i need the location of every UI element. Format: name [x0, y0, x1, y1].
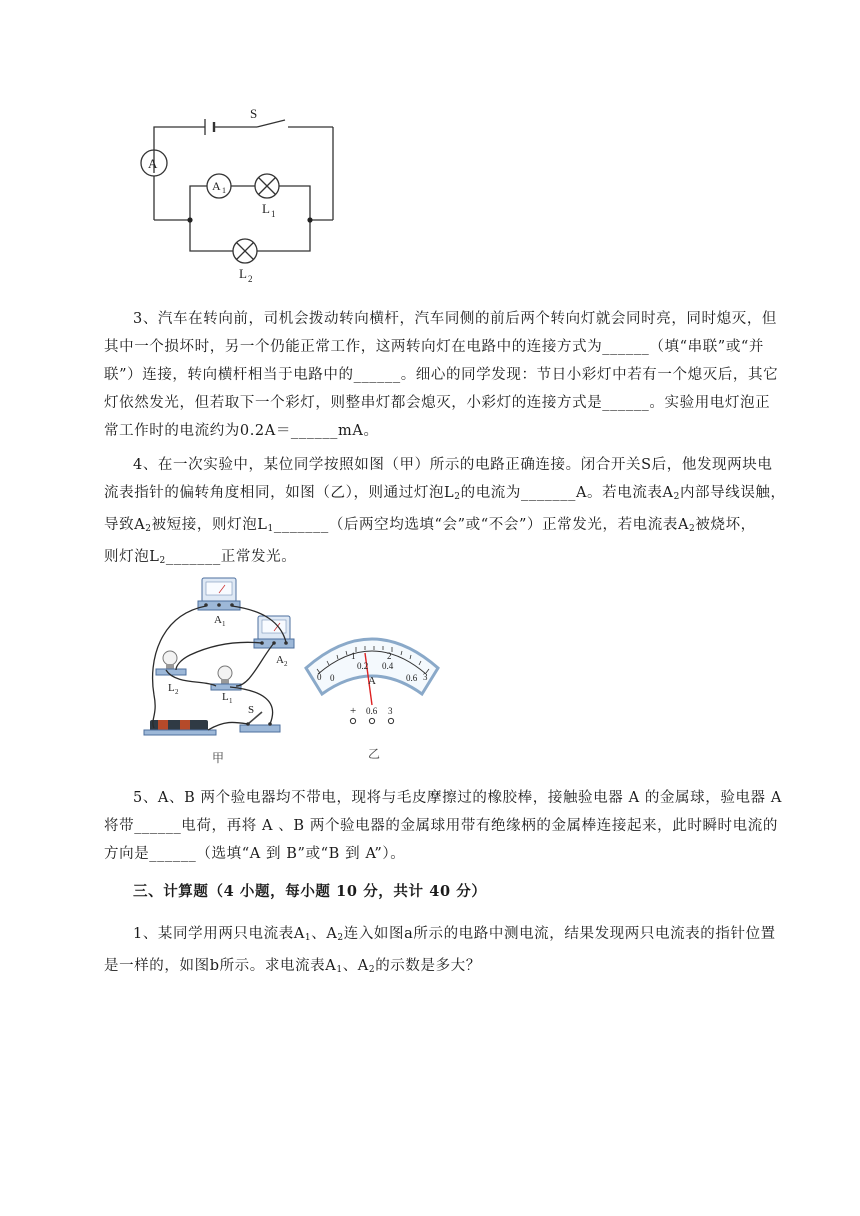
ammeter-a1	[198, 578, 240, 610]
question-5	[104, 784, 802, 868]
q3-line-5: 常工作时的电流约为0.2A＝______mA。	[104, 423, 379, 439]
q3-line-1: 3、汽车在转向前，司机会拨动转向横杆，汽车同侧的前后两个转向灯就会同时亮，同时熄灭，但	[133, 311, 778, 327]
calc-question-1	[104, 920, 802, 984]
lamp2-sub: 2	[248, 274, 253, 284]
question-3	[104, 305, 802, 445]
switch	[240, 712, 280, 732]
meter-tick-bottom-0: 0	[330, 673, 335, 683]
meter-tick-top-2: 2	[387, 651, 392, 661]
caption-jia: 甲	[212, 751, 225, 765]
ammeter-main-label: A	[148, 156, 158, 171]
l2-sub: 2	[175, 688, 179, 696]
terminal-plus: +	[350, 705, 357, 717]
ammeter-branch-label: A	[212, 179, 221, 193]
q4-line-3: 导致$A_2$被短接，则灯泡$L_1\_\_\_\_\_\_\_$（后两空均选填“会”或“不会”）正常发光，若电流表$A_2$被烧坏，	[104, 517, 756, 534]
q4-line-4: 则灯泡$L_2\_\_\_\_\_\_\_$正常发光。	[104, 549, 297, 566]
question-4	[104, 451, 802, 575]
l2-label: L	[168, 682, 175, 694]
lamp-l2	[156, 651, 186, 675]
a1-sub: 1	[222, 620, 226, 628]
meter-tick-bottom-1: 0.2	[357, 661, 369, 671]
switch-label: S	[250, 106, 258, 121]
q4-line-1: 4、在一次实验中，某位同学按照如图（甲）所示的电路正确连接。闭合开关S后，他发现两块电	[133, 457, 773, 473]
q5-line-1: 5、A、B 两个验电器均不带电，现将与毛皮摩擦过的橡胶棒，接触验电器 A 的金属球，验电器 A	[133, 790, 782, 806]
a1-label: A	[214, 614, 222, 626]
a2-label: A	[276, 654, 284, 666]
terminal-3: 3	[388, 706, 393, 716]
q3-line-2: 其中一个损坏时，另一个仍能正常工作，这两转向灯在电路中的连接方式为______（填“串联”或“并	[104, 339, 765, 355]
ammeter-face	[306, 639, 438, 705]
circuit-diagram-1	[130, 100, 350, 290]
meter-tick-bottom-2: 0.4	[382, 661, 394, 671]
terminal-0-6: 0.6	[366, 706, 378, 716]
experiment-figure	[130, 570, 460, 765]
section-3-title: 三、计算题（4 小题，每小题 10 分，共计 40 分）	[133, 883, 487, 900]
q4-line-2: 流表指针的偏转角度相同，如图（乙），则通过灯泡$L_2$的电流为_______A。若电流表$A_2$内部导线误触，	[104, 485, 786, 502]
l1-label: L	[222, 691, 229, 703]
lamp1-label: L	[262, 201, 270, 216]
a2-sub: 2	[284, 660, 288, 668]
c1-line-2: 是一样的，如图b所示。求电流表$A_1$、$A_2$的示数是多大？	[104, 958, 481, 975]
meter-tick-bottom-3: 0.6	[406, 673, 418, 683]
c1-line-1: 1、某同学用两只电流表$A_1$、$A_2$连入如图a所示的电路中测电流，结果发现两只电流表的指针位置	[133, 926, 776, 943]
meter-tick-top-3: 3	[423, 672, 428, 682]
q3-line-4: 灯依然发光，但若取下一个彩灯，则整串灯都会熄灭，小彩灯的连接方式是______。实验用电灯泡正	[104, 395, 771, 411]
meter-tick-top-0: 0	[317, 672, 322, 682]
ammeter-branch-sub: 1	[222, 186, 226, 195]
q3-line-3: 联”）连接，转向横杆相当于电路中的______。细心的同学发现：节日小彩灯中若有一个熄灭后，其它	[104, 367, 779, 383]
q5-line-3: 方向是______（选填“A 到 B”或“B 到 A”）。	[104, 846, 406, 862]
l1-sub: 1	[229, 697, 233, 705]
q5-line-2: 将带______电荷，再将 A 、B 两个验电器的金属球用带有绝缘柄的金属棒连接起来，此时瞬时电流的	[104, 818, 778, 834]
battery	[144, 720, 216, 735]
lamp1-sub: 1	[271, 209, 276, 219]
meter-tick-top-1: 1	[351, 651, 356, 661]
lamp2-label: L	[239, 266, 247, 281]
s-label: S	[248, 704, 255, 716]
caption-yi: 乙	[368, 747, 381, 761]
meter-unit: A	[368, 675, 376, 687]
